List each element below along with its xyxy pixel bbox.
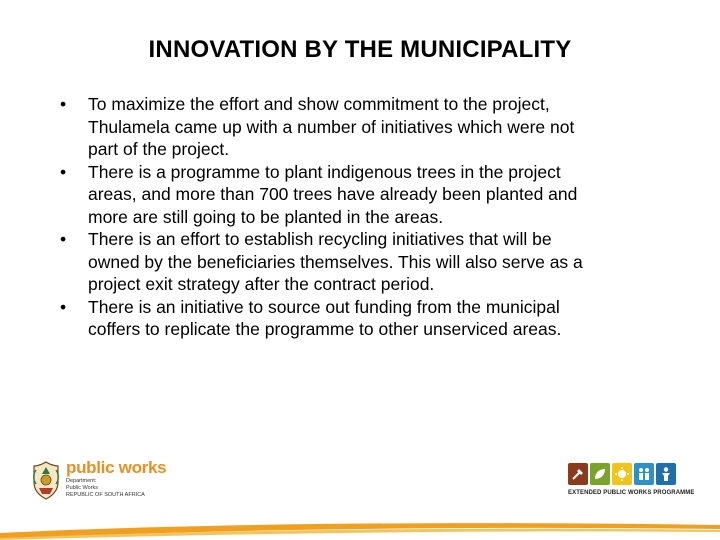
bullet-item	[60, 93, 680, 161]
brand-name: public works	[66, 458, 167, 477]
sun-icon	[612, 463, 632, 485]
tools-icon	[568, 463, 588, 485]
bullet-marker: •	[60, 94, 67, 114]
leaf-icon	[590, 463, 610, 485]
brand-subtitle	[66, 478, 145, 499]
brand-subtitle-line: Public Works	[66, 485, 98, 491]
bullet-item	[60, 296, 680, 341]
person-icon	[656, 463, 676, 485]
bullet-list	[60, 93, 680, 341]
bullet-marker: •	[60, 296, 67, 317]
bullet-line: owned by the beneficiaries themselves. This will also serve as a	[88, 251, 583, 272]
coat-of-arms-icon	[30, 460, 62, 500]
bullet-line: There is an effort to establish recycling initiatives that will be	[88, 229, 552, 249]
bullet-line: To maximize the effort and show commitment to the project,	[88, 94, 550, 114]
bullet-line: coffers to replicate the programme to other unserviced areas.	[88, 319, 562, 339]
bullet-marker: •	[60, 229, 67, 249]
bullet-line: part of the project.	[88, 139, 230, 159]
bullet-item	[60, 161, 680, 229]
public-works-logo	[30, 458, 167, 502]
brand-subtitle-line: REPUBLIC OF SOUTH AFRICA	[66, 492, 145, 498]
decorative-swoosh	[0, 505, 720, 540]
people-icon	[634, 463, 654, 485]
epwp-logo	[568, 463, 708, 501]
bullet-line: There is a programme to plant indigenous trees in the project	[88, 161, 561, 182]
epwp-caption: EXTENDED PUBLIC WORKS PROGRAMME	[568, 490, 695, 496]
epwp-icon-strip	[568, 463, 676, 487]
bullet-marker: •	[60, 161, 67, 182]
slide-title: INNOVATION BY THE MUNICIPALITY	[148, 36, 572, 63]
bullet-line: Thulamela came up with a number of initiatives which were not	[88, 116, 575, 137]
bullet-line: more are still going to be planted in the areas.	[88, 206, 444, 227]
bullet-line: areas, and more than 700 trees have already been planted and	[88, 184, 578, 204]
bullet-line: project exit strategy after the contract period.	[88, 274, 435, 294]
bullet-line: There is an initiative to source out funding from the municipal	[88, 296, 560, 317]
bullet-item	[60, 228, 680, 296]
brand-subtitle-line: Department:	[66, 478, 97, 484]
